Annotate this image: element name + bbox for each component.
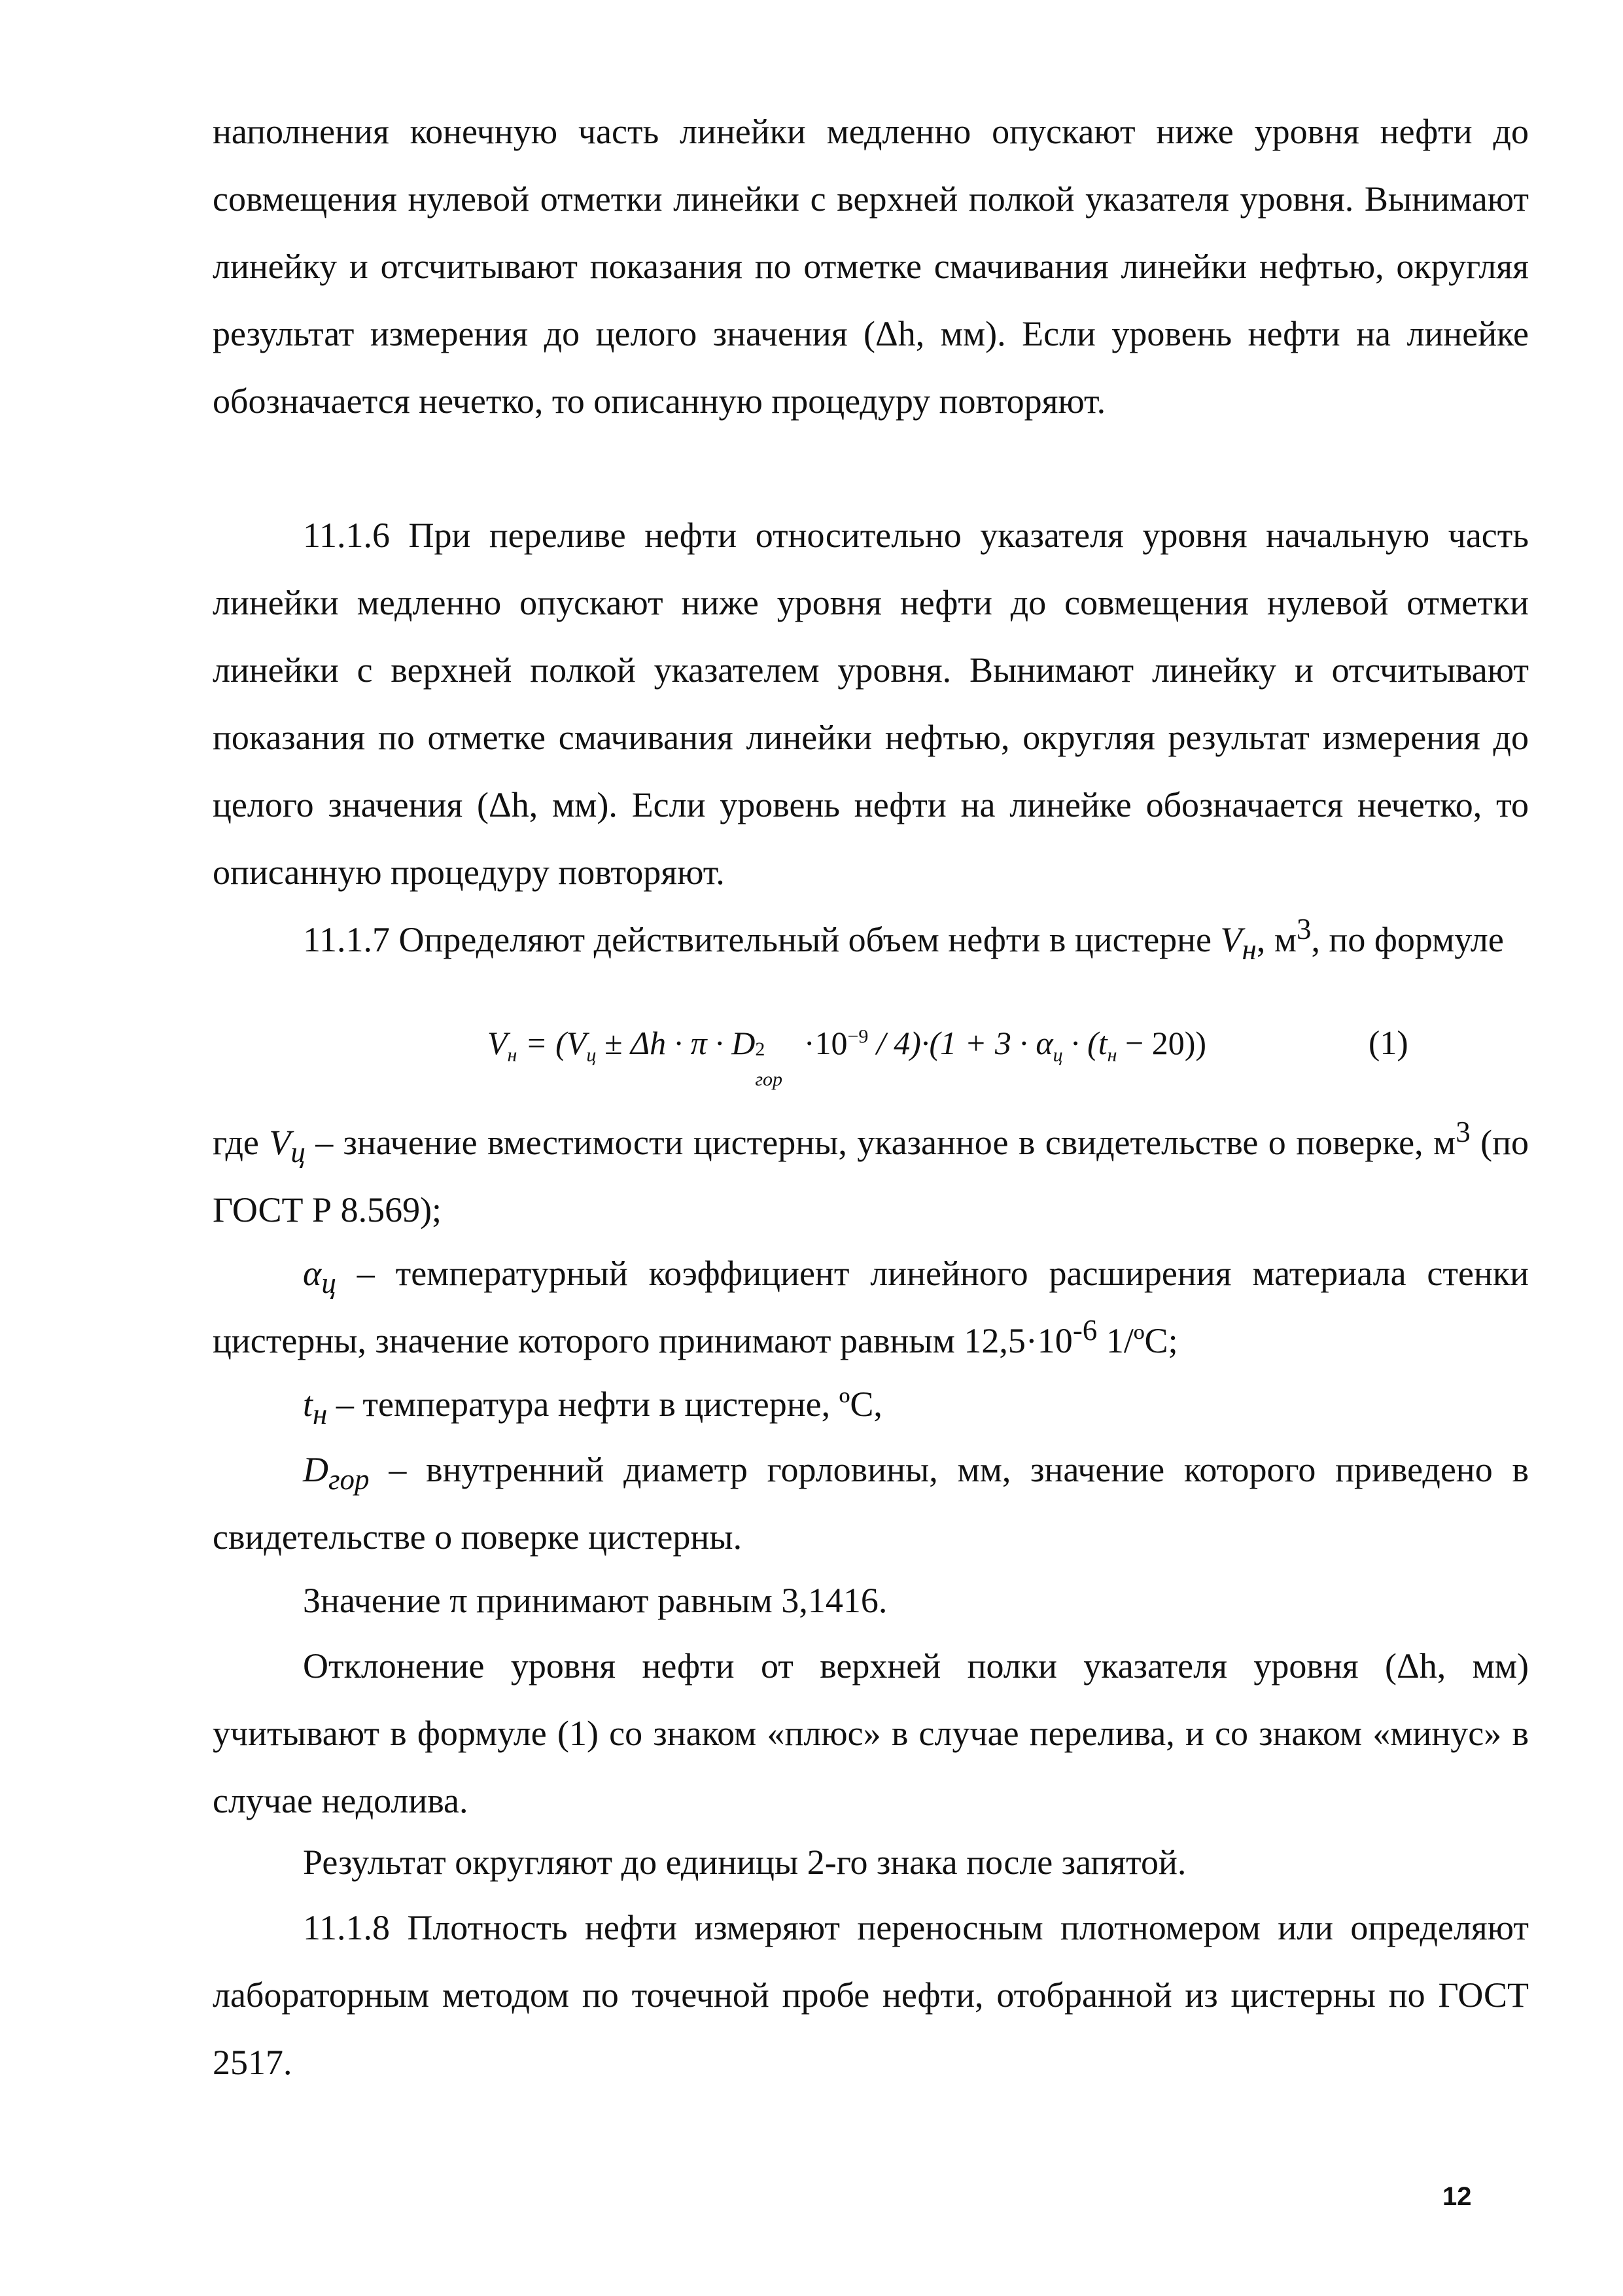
formula-part: ·10 xyxy=(795,1025,848,1061)
where-sub: ц xyxy=(290,1135,305,1169)
t-text: – температура нефти в цистерне, ºС, xyxy=(327,1385,882,1424)
paragraph-11-1-8: 11.1.8 Плотность нефти измеряют переносным плотномером или определяют лабораторным методом по точечной пробе нефти, отобранной из цистерны по ГОСТ 2517. xyxy=(213,1908,1529,2082)
formula-part: / 4)·(1 + 3 · α xyxy=(868,1025,1053,1061)
p1117-sup: 3 xyxy=(1297,913,1312,945)
paragraph-rounding: Результат округляют до единицы 2-го знака после запятой. xyxy=(303,1843,1187,1882)
paragraph-11-1-6: 11.1.6 При переливе нефти относительно указателя уровня начальную часть линейки медленно опускают ниже уровня нефти до совмещения нулевой отметки линейки с верхней полкой указателем уровня. Вынимают линейку и отсчитывают показания по отметке смачивания линейки нефтью, округляя результат измерения до целого значения (Δh, мм). Если уровень нефти на линейке обозначается нечетко, то описанную процедуру повторяют. xyxy=(213,516,1529,892)
p1117-end: , по формуле xyxy=(1311,920,1504,959)
paragraph-deviation: Отклонение уровня нефти от верхней полки указателя уровня (Δh, мм) учитывают в формуле (1) со знаком «плюс» в случае перелива, и со знаком «минус» в случае недолива. xyxy=(213,1646,1529,1820)
formula-d-sub: гор xyxy=(755,1069,783,1090)
equation-number: (1) xyxy=(1369,1025,1408,1062)
paragraph-continuation: наполнения конечную часть линейки медленно опускают ниже уровня нефти до совмещения нулевой отметки линейки с верхней полкой указателя уровня. Вынимают линейку и отсчитывают показания по отметке смачивания линейки нефтью, округляя результат измерения до целого значения (Δh, мм). Если уровень нефти на линейке обозначается нечетко, то описанную процедуру повторяют. xyxy=(213,112,1529,421)
p1117-unit: , м xyxy=(1256,920,1297,959)
paragraph-pi: Значение π принимают равным 3,1416. xyxy=(303,1581,888,1620)
paragraph-11-1-7 xyxy=(213,906,1529,974)
formula-part: ± Δh · π · D xyxy=(596,1025,756,1061)
formula-t-sub: н xyxy=(1107,1044,1117,1066)
formula-part: = (V xyxy=(517,1025,587,1061)
t-sub: н xyxy=(313,1397,328,1430)
formula-d-sup: 2 xyxy=(755,1038,765,1060)
p1117-sub: н xyxy=(1242,932,1257,966)
paragraph-t xyxy=(213,1371,1529,1438)
paragraph-d xyxy=(213,1436,1529,1571)
formula-part: − 20)) xyxy=(1117,1025,1207,1061)
formula-lhs: V xyxy=(487,1025,508,1061)
alpha-text: – температурный коэффициент линейного расширения материала стенки цистерны, значение которого принимают равным 12,5·10 xyxy=(213,1254,1529,1360)
paragraph-alpha xyxy=(213,1240,1529,1375)
where-sup: 3 xyxy=(1456,1116,1471,1148)
t-var: t xyxy=(303,1385,313,1424)
where-text: где xyxy=(213,1123,270,1162)
d-var: D xyxy=(303,1450,328,1489)
d-text: – внутренний диаметр горловины, мм, значение которого приведено в свидетельстве о поверке цистерны. xyxy=(213,1450,1529,1557)
alpha-sub: ц xyxy=(321,1266,336,1299)
formula-part: · (t xyxy=(1062,1025,1108,1061)
alpha-sup: -6 xyxy=(1072,1314,1098,1347)
alpha-end: 1/ºС; xyxy=(1097,1321,1178,1360)
d-sub: гор xyxy=(328,1462,370,1496)
paragraph-where-v xyxy=(213,1109,1529,1244)
p1117-var: V xyxy=(1220,920,1242,959)
formula-pow-sup: −9 xyxy=(847,1025,869,1048)
where-desc: – значение вместимости цистерны, указанное в свидетельстве о поверке, м xyxy=(305,1123,1456,1162)
where-end: (по ГОСТ Р 8.569); xyxy=(213,1123,1529,1229)
p1117-text: 11.1.7 Определяют действительный объем нефти в цистерне xyxy=(303,920,1221,959)
formula-a-sub: ц xyxy=(1053,1044,1063,1066)
formula-v-sub: ц xyxy=(586,1044,597,1066)
page-number: 12 xyxy=(1442,2182,1472,2211)
formula-1 xyxy=(487,1024,1207,1090)
where-var: V xyxy=(269,1123,291,1162)
alpha-var: α xyxy=(303,1254,322,1293)
formula-lhs-sub: н xyxy=(507,1044,517,1066)
